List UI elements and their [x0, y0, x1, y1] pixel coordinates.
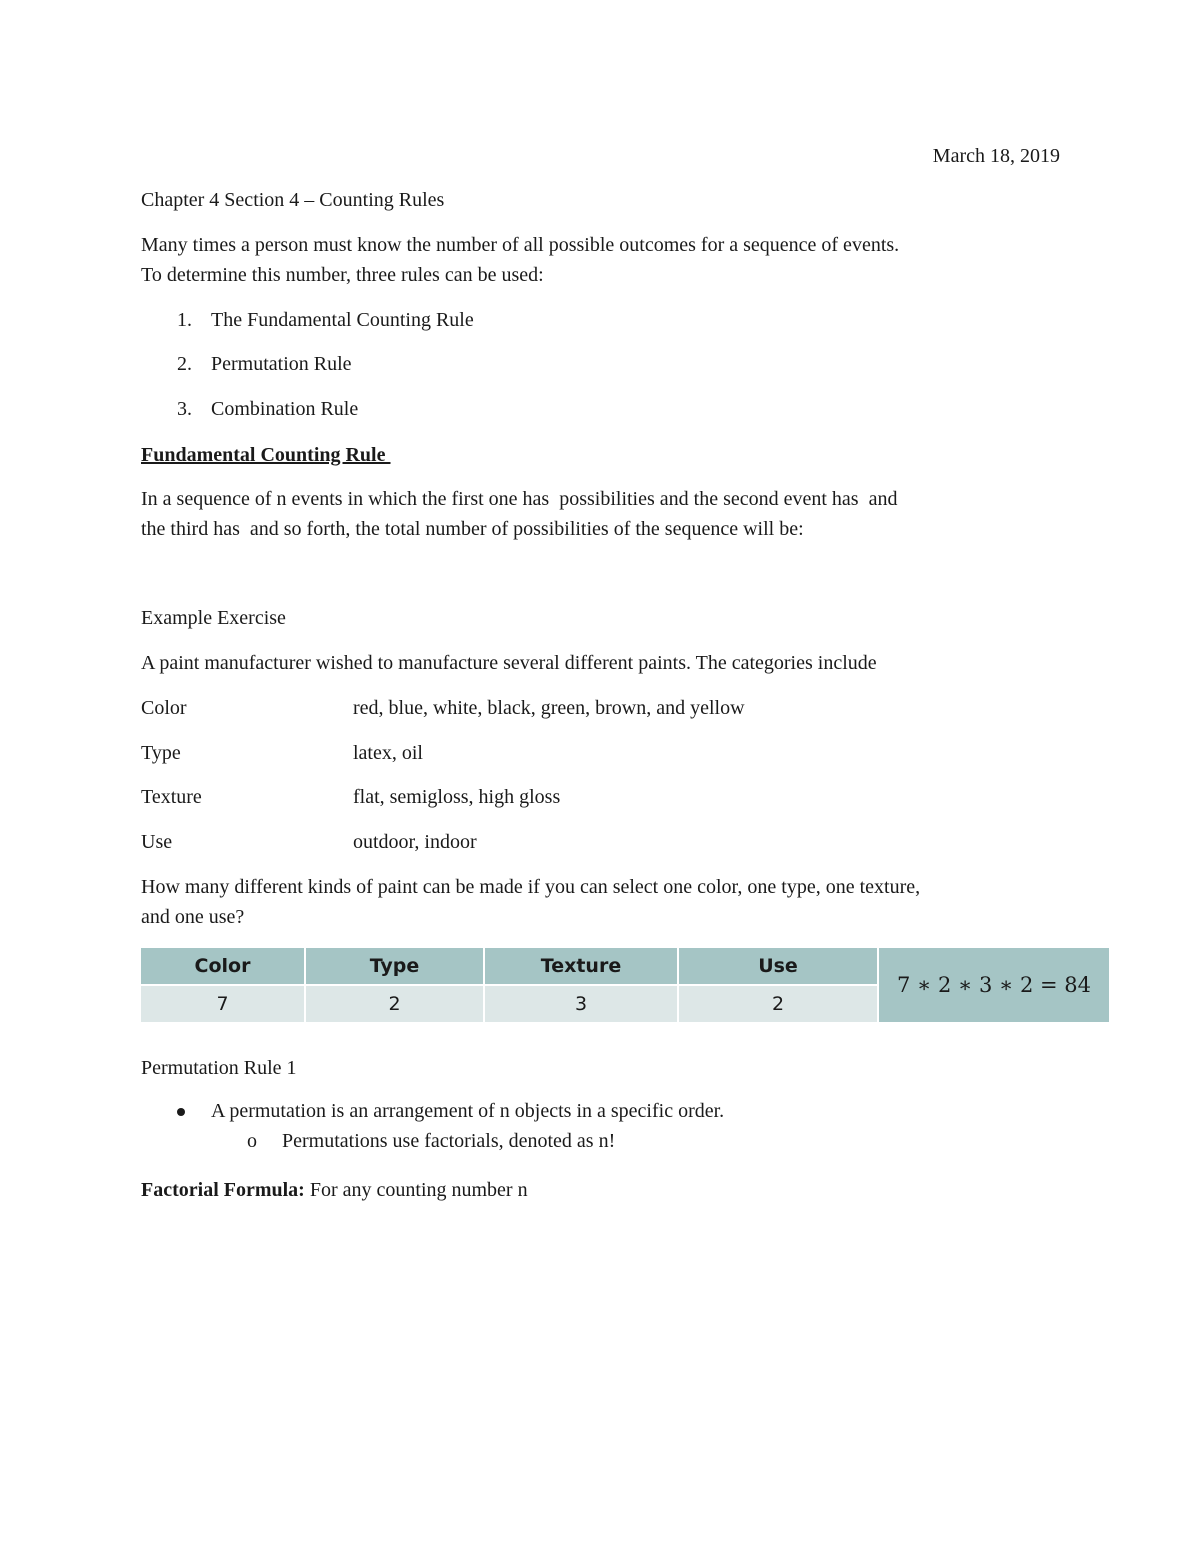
factorial-text: For any counting number n — [304, 1179, 528, 1201]
rule-number: 1. — [177, 309, 192, 331]
fcr-heading: Fundamental Counting Rule — [141, 444, 391, 466]
rule-label: The Fundamental Counting Rule — [211, 309, 474, 331]
category-options: red, blue, white, black, green, brown, and yellow — [353, 697, 745, 719]
factorial-label: Factorial Formula: — [141, 1179, 305, 1201]
question-line-1: How many different kinds of paint can be made if you can select one color, one type, one texture, — [141, 876, 921, 898]
example-heading: Example Exercise — [141, 607, 286, 629]
calculation-table — [141, 948, 1109, 1022]
sub-bullet-icon: o — [247, 1130, 257, 1152]
fcr-line-1: In a sequence of n events in which the first one has possibilities and the second event has and — [141, 488, 898, 510]
category-options: outdoor, indoor — [353, 831, 477, 853]
rule-number: 2. — [177, 353, 192, 375]
factorial-formula — [141, 1178, 528, 1202]
permutation-heading: Permutation Rule 1 — [141, 1057, 297, 1079]
category-name: Use — [141, 831, 173, 853]
category-options: flat, semigloss, high gloss — [353, 786, 561, 808]
example-lead: A paint manufacturer wished to manufacture several different paints. The categories include — [141, 652, 877, 674]
table-header-texture: Texture — [485, 948, 679, 986]
table-value-use: 2 — [679, 986, 879, 1022]
table-header-use: Use — [679, 948, 879, 986]
page-title: Chapter 4 Section 4 – Counting Rules — [141, 189, 445, 211]
intro-line-1: Many times a person must know the number of all possible outcomes for a sequence of events. — [141, 234, 900, 256]
table-header-type: Type — [306, 948, 485, 986]
permutation-bullet: A permutation is an arrangement of n objects in a specific order. — [211, 1100, 725, 1122]
category-name: Texture — [141, 786, 202, 808]
permutation-sub-bullet: Permutations use factorials, denoted as n! — [282, 1130, 616, 1152]
table-header-color: Color — [141, 948, 306, 986]
category-options: latex, oil — [353, 742, 423, 764]
fcr-line-2: the third has and so forth, the total number of possibilities of the sequence will be: — [141, 518, 804, 540]
table-value-color: 7 — [141, 986, 306, 1022]
document-date: March 18, 2019 — [932, 145, 1060, 167]
category-name: Type — [141, 742, 181, 764]
table-value-type: 2 — [306, 986, 485, 1022]
category-name: Color — [141, 697, 187, 719]
question-line-2: and one use? — [141, 906, 245, 928]
table-result: 7 ∗ 2 ∗ 3 ∗ 2 = 84 — [879, 948, 1109, 1022]
rule-label: Combination Rule — [211, 398, 359, 420]
bullet-icon — [177, 1108, 185, 1116]
rule-number: 3. — [177, 398, 192, 420]
rule-label: Permutation Rule — [211, 353, 352, 375]
intro-line-2: To determine this number, three rules can be used: — [141, 264, 544, 286]
table-value-texture: 3 — [485, 986, 679, 1022]
